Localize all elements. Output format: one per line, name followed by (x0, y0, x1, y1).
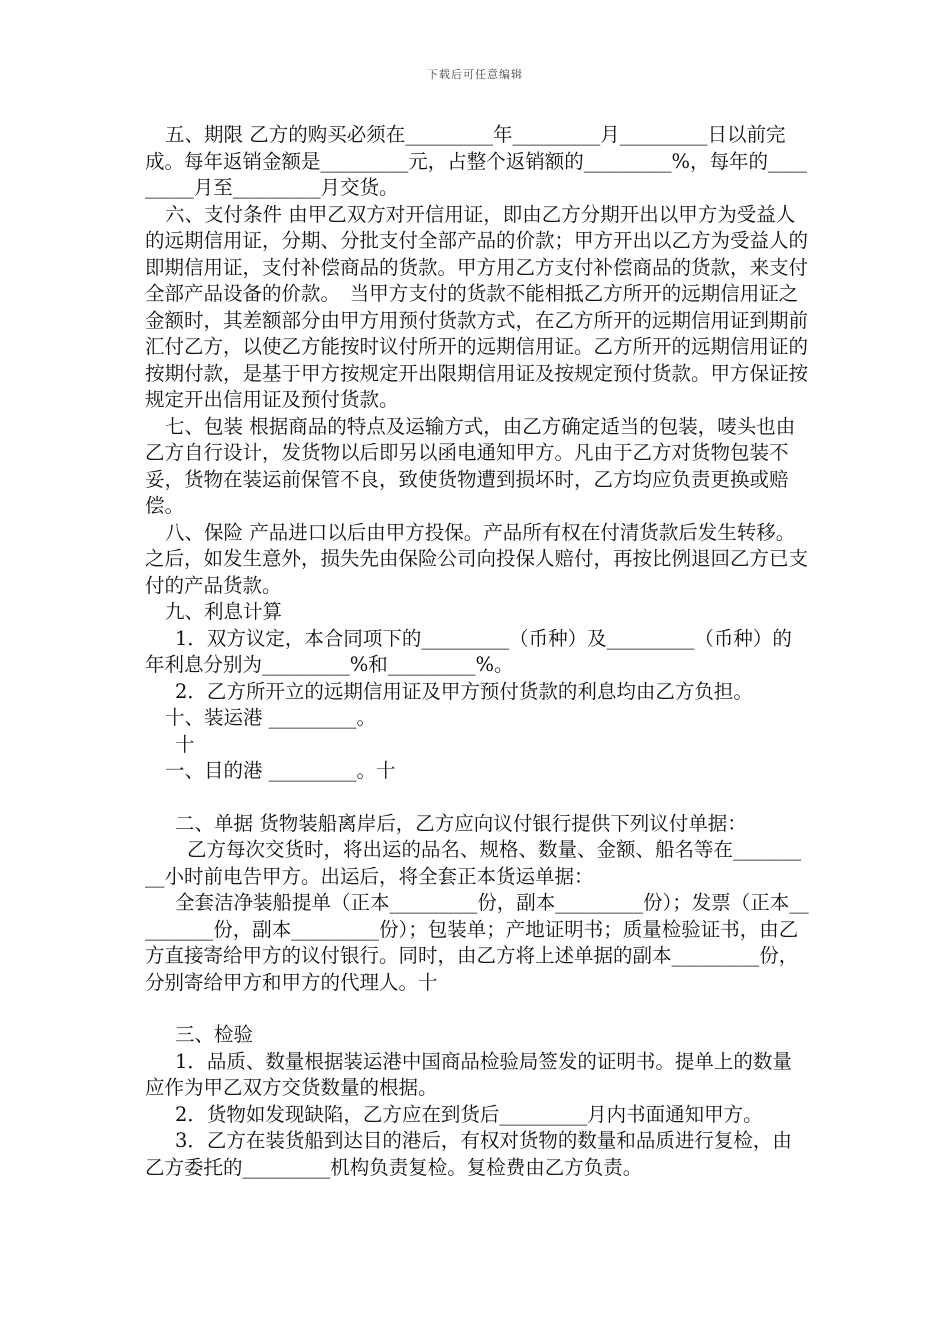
clause-13-item-1: 1．品质、数量根据装运港中国商品检验局签发的证明书。提单上的数量应作为甲乙双方交货数量的根据。 (145, 1049, 792, 1099)
clause-9-item-2: 2．乙方所开立的远期信用证及甲方预付货款的利息均由乙方负担。 (175, 679, 753, 703)
clause-11-destination-port: 一、目的港 _________。十 (165, 759, 396, 782)
clause-11-number-fragment: 十 (175, 732, 195, 756)
clause-10-loading-port: 十、装运港 _________。 (165, 706, 376, 729)
clause-13-item-2: 2．货物如发现缺陷，乙方应在到货后_________月内书面通知甲方。 (175, 1102, 763, 1126)
clause-13-heading: 三、检验 (175, 1023, 254, 1046)
clause-6-payment: 六、支付条件 由甲乙双方对开信用证，即由乙方分期开出以甲方为受益人的远期信用证，分期、分批支付全部产品的价款；甲方开出以乙方为受益人的即期信用证，支付补偿商品的货款。甲方用乙方支付补偿商品的货款，来支付全部产品设备的价款。 当甲方支付的货款不能相抵乙方所开的远期信用证之金额时，其差额部分由甲方用预付货款方式，在乙方所开的远期信用证到期前汇付乙方，以使乙方能按时议付所开的远期信用证。乙方所开的远期信用证的按期付款，是基于甲方按规定开出限期信用证及按规定预付货款。甲方保证按规定开出信用证及预付货款。 (145, 202, 809, 411)
clause-7-packing: 七、包装 根据商品的特点及运输方式，由乙方确定适当的包装，唛头也由乙方自行设计，发货物以后即另以函电通知甲方。凡由于乙方对货物包装不妥，货物在装运前保管不良，致使货物遭到损坏时，乙方均应负责更换或赔偿。 (145, 414, 796, 517)
contract-body (145, 122, 810, 1181)
clause-9-heading: 九、利息计算 (165, 600, 283, 623)
clause-12-documents: 二、单据 货物装船离岸后，乙方应向议付银行提供下列议付单据： (175, 811, 747, 835)
clause-8-insurance: 八、保险 产品进口以后由甲方投保。产品所有权在付清货款后发生转移。之后，如发生意外，损失先由保险公司向投保人赔付，再按比例退回乙方已支付的产品货款。 (145, 520, 809, 597)
clause-9-item-1: 1．双方议定，本合同项下的_________（币种）及_________（币种）的年利息分别为_________%和_________%。 (145, 626, 792, 676)
clause-12-notice: 乙方每次交货时，将出运的品名、规格、数量、金额、船名等在_________小时前电告甲方。出运后，将全套正本货运单据： (145, 838, 802, 888)
spacer (145, 785, 810, 811)
spacer (145, 996, 810, 1022)
page-header: 下载后可任意编辑 (427, 68, 523, 81)
clause-13-item-3: 3．乙方在装货船到达目的港后，有权对货物的数量和品质进行复检，由乙方委托的_________机构负责复检。复检费由乙方负责。 (145, 1129, 792, 1179)
clause-12-document-list: 全套洁净装船提单（正本_________份，副本_________份）；发票（正本_________份，副本_________份）；包装单；产地证明书；质量检验证书，由乙方直接寄给甲方的议付银行。同时，由乙方将上述单据的副本_________份，分别寄给甲方和甲方的代理人。十 (145, 891, 809, 994)
clause-5-term: 五、期限 乙方的购买必须在_________年_________月_________日以前完成。每年返销金额是_________元，占整个返销额的_________%，每年的_________月至_________月交货。 (145, 123, 808, 199)
